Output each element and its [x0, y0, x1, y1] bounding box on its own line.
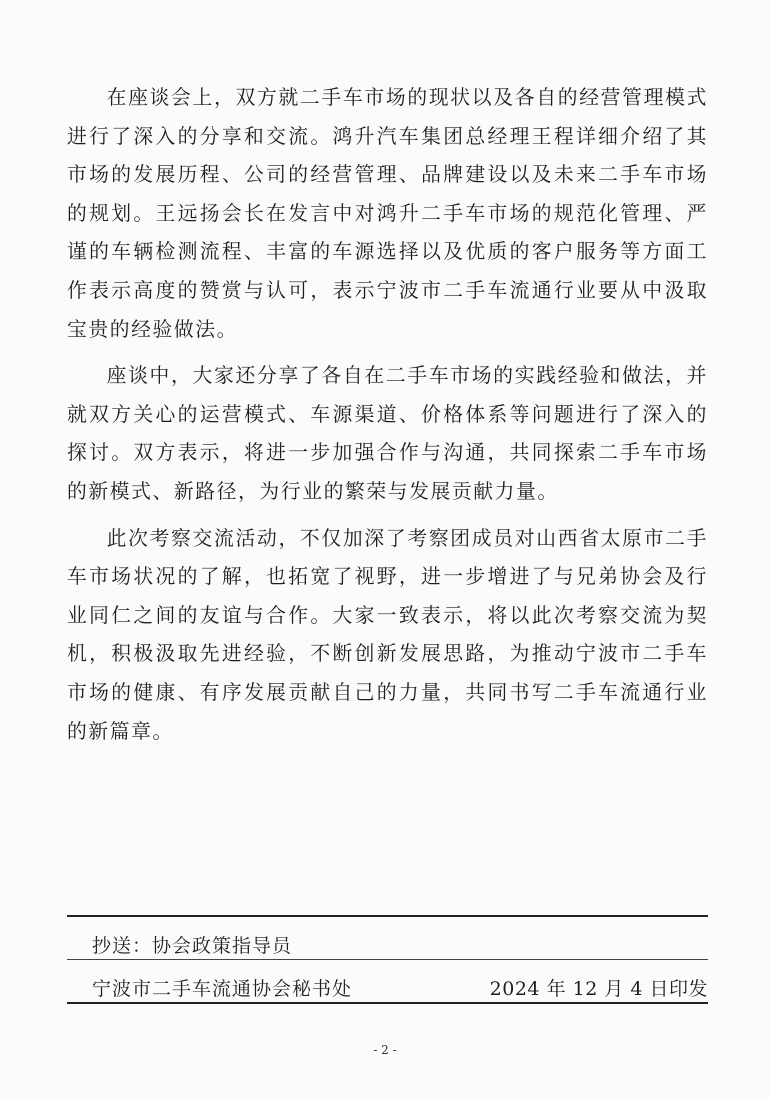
paragraph: 座谈中，大家还分享了各自在二手车市场的实践经验和做法，并就双方关心的运营模式、车源渠道、价格体系等问题进行了深入的探讨。双方表示，将进一步加强合作与沟通，共同探索二手车市场的新模式、新路径，为行业的繁荣与发展贡献力量。: [67, 364, 708, 503]
page-number: - 2 -: [373, 1043, 397, 1057]
paragraph: 在座谈会上，双方就二手车市场的现状以及各自的经营管理模式进行了深入的分享和交流。鸿升汽车集团总经理王程详细介绍了其市场的发展历程、公司的经营管理、品牌建设以及未来二手车市场的规划。王远扬会长在发言中对鸿升二手车市场的规范化管理、严谨的车辆检测流程、丰富的车源选择以及优质的客户服务等方面工作表示高度的赞赏与认可，表示宁波市二手车流通行业要从中汲取宝贵的经验做法。: [67, 86, 708, 341]
issue-date: 2024 年 12 月 4 日印发: [489, 978, 708, 1000]
footer-bottom-rule: [67, 1002, 708, 1004]
cc-line: 抄送：协会政策指导员: [92, 935, 293, 957]
document-body: [67, 79, 708, 759]
paragraph: 此次考察交流活动，不仅加深了考察团成员对山西省太原市二手车市场状况的了解，也拓宽了视野，进一步增进了与兄弟协会及行业同仁之间的友谊与合作。大家一致表示，将以此次考察交流为契机，积极汲取先进经验，不断创新发展思路，为推动宁波市二手车市场的健康、有序发展贡献自己的力量，共同书写二手车流通行业的新篇章。: [67, 526, 708, 743]
issuing-office: 宁波市二手车流通协会秘书处: [92, 978, 353, 1000]
footer-middle-rule: [67, 959, 708, 960]
footer-top-rule: [67, 915, 708, 917]
